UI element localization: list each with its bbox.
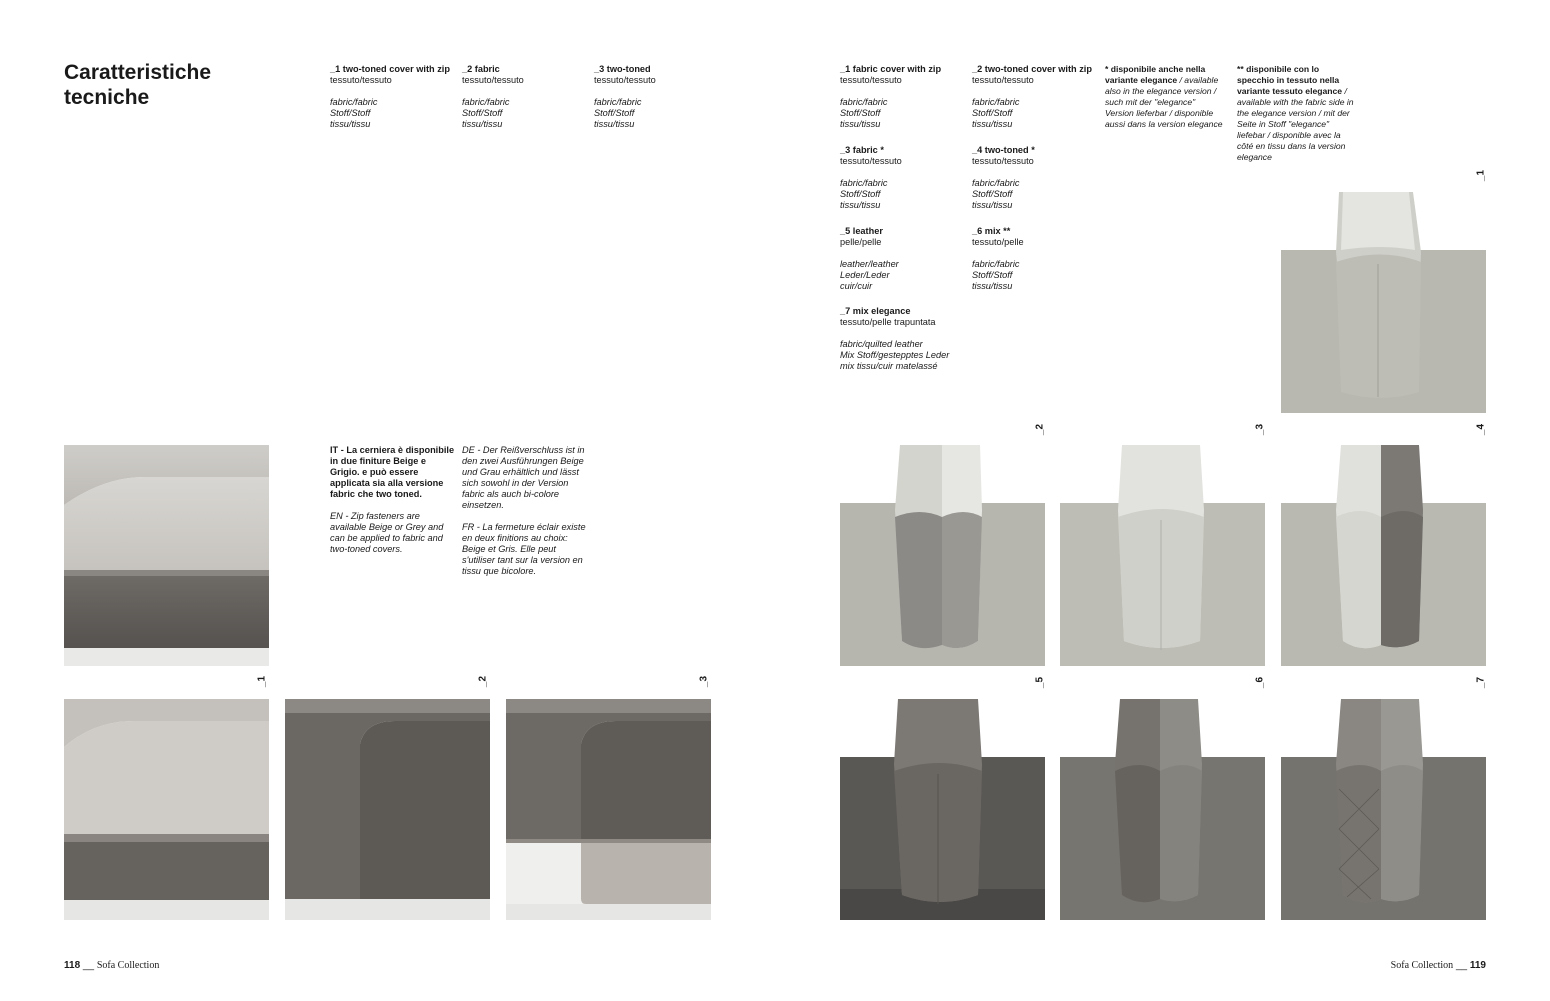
spec-sub: tessuto/tessuto	[972, 75, 1034, 85]
spec-sub: tessuto/tessuto	[594, 75, 656, 85]
spec-left-3	[594, 64, 722, 130]
spec-line: tissu/tissu	[972, 281, 1013, 291]
spec-sub: tessuto/tessuto	[972, 156, 1034, 166]
photo-number: _1	[256, 675, 268, 688]
spec-right-5	[840, 226, 968, 292]
spec-right-2	[972, 64, 1097, 130]
spec-line: tissu/tissu	[840, 119, 881, 129]
spec-line: tissu/tissu	[330, 119, 371, 129]
spec-line: fabric/fabric	[840, 97, 888, 107]
photo-left-2	[285, 699, 490, 920]
spec-heading: _6 mix **	[972, 226, 1011, 236]
footer-separator: __	[82, 960, 95, 971]
spec-line: Stoff/Stoff	[594, 108, 635, 118]
photo-number: _7	[1475, 676, 1487, 689]
note-rest: / available with the fabric side in the elegance version / mit der Seite in Stoff "elegance" liefebar / disponible avec la côté en tissu dans la version elegance	[1237, 86, 1354, 162]
spec-line: Leder/Leder	[840, 270, 890, 280]
spec-heading: _2 fabric	[462, 64, 500, 74]
spec-line: tissu/tissu	[594, 119, 635, 129]
spec-line: tissu/tissu	[840, 200, 881, 210]
spec-sub: tessuto/tessuto	[840, 75, 902, 85]
spec-line: Mix Stoff/gestepptes Leder	[840, 350, 950, 360]
photo-left-1	[64, 699, 269, 920]
spec-line: Stoff/Stoff	[972, 108, 1013, 118]
spec-sub: tessuto/pelle	[972, 237, 1024, 247]
spec-line: fabric/fabric	[972, 259, 1020, 269]
photo-armrest-2	[840, 445, 1045, 666]
photo-armrest-5	[840, 699, 1045, 920]
spec-line: fabric/fabric	[972, 178, 1020, 188]
spec-sub: tessuto/tessuto	[330, 75, 392, 85]
photo-number: _2	[1034, 423, 1046, 436]
spec-right-6	[972, 226, 1100, 292]
footer-right	[1391, 960, 1486, 971]
spec-sub: pelle/pelle	[840, 237, 882, 247]
photo-cushion-detail-large	[64, 445, 269, 666]
spec-line: Stoff/Stoff	[972, 189, 1013, 199]
spec-heading: _4 two-toned *	[972, 145, 1035, 155]
spec-sub: tessuto/pelle trapuntata	[840, 317, 936, 327]
spec-line: tissu/tissu	[462, 119, 503, 129]
photo-number: _4	[1475, 423, 1487, 436]
footer-separator: __	[1455, 960, 1468, 971]
spec-line: fabric/fabric	[330, 97, 378, 107]
spec-sub: tessuto/tessuto	[840, 156, 902, 166]
photo-armrest-7	[1281, 699, 1486, 920]
spec-right-1	[840, 64, 968, 130]
spec-line: fabric/fabric	[462, 97, 510, 107]
spec-line: fabric/quilted leather	[840, 339, 923, 349]
photo-armrest-6	[1060, 699, 1265, 920]
photo-number: _5	[1034, 676, 1046, 689]
spec-sub: tessuto/tessuto	[462, 75, 524, 85]
zip-note-it-en	[330, 445, 455, 566]
spec-line: cuir/cuir	[840, 281, 873, 291]
spec-line: Stoff/Stoff	[840, 108, 881, 118]
spec-line: leather/leather	[840, 259, 899, 269]
zip-note-en: EN - Zip fasteners are available Beige or Grey and can be applied to fabric and two-toned covers.	[330, 511, 444, 554]
page-title: Caratteristiche tecniche	[64, 61, 212, 109]
spec-heading: _3 fabric *	[840, 145, 884, 155]
photo-number: _6	[1254, 676, 1266, 689]
spec-heading: _2 two-toned cover with zip	[972, 64, 1092, 74]
spec-line: fabric/fabric	[972, 97, 1020, 107]
note-elegance	[1105, 64, 1223, 130]
note-bold: * disponibile anche nella variante elegance	[1105, 64, 1206, 85]
spec-line: mix tissu/cuir matelassé	[840, 361, 938, 371]
spec-line: Stoff/Stoff	[840, 189, 881, 199]
spec-line: Stoff/Stoff	[462, 108, 503, 118]
photo-number: _1	[1475, 169, 1487, 182]
photo-left-3	[506, 699, 711, 920]
spec-line: fabric/fabric	[840, 178, 888, 188]
note-rest: / available also in the elegance version / such mit der "elegance" Version lieferbar / disponible aussi dans la version elegance	[1105, 75, 1223, 129]
footer-left	[64, 960, 159, 971]
spec-line: Stoff/Stoff	[330, 108, 371, 118]
footer-title: Sofa Collection	[96, 960, 160, 971]
zip-note-fr: FR - La fermeture éclair existe en deux finitions au choix: Beige et Gris. Elle peut s'utiliser tant sur la version en tissu que bicolore.	[462, 522, 586, 576]
note-bold: ** disponibile con lo specchio in tessuto nella variante tessuto elegance	[1237, 64, 1343, 96]
zip-note-it: IT - La cerniera è disponibile in due finiture Beige e Grigio. e può essere applicata sia alla versione fabric che two toned.	[330, 445, 455, 499]
spec-left-2	[462, 64, 590, 130]
spec-right-3	[840, 145, 968, 211]
spec-heading: _3 two-toned	[594, 64, 651, 74]
spec-left-1	[330, 64, 458, 130]
spec-right-4	[972, 145, 1100, 211]
footer-title: Sofa Collection	[1390, 960, 1454, 971]
photo-number: _3	[1254, 423, 1266, 436]
photo-number: _2	[477, 675, 489, 688]
spec-line: tissu/tissu	[972, 119, 1013, 129]
photo-armrest-3	[1060, 445, 1265, 666]
spec-heading: _7 mix elegance	[840, 306, 911, 316]
spec-line: fabric/fabric	[594, 97, 642, 107]
page-number: 119	[1469, 960, 1486, 971]
spec-line: tissu/tissu	[972, 200, 1013, 210]
spec-heading: _1 two-toned cover with zip	[330, 64, 450, 74]
spec-right-7	[840, 306, 975, 372]
photo-number: _3	[698, 675, 710, 688]
spec-line: Stoff/Stoff	[972, 270, 1013, 280]
note-mirror	[1237, 64, 1355, 163]
photo-armrest-4	[1281, 445, 1486, 666]
zip-note-de: DE - Der Reißverschluss ist in den zwei Ausführungen Beige und Grau erhältlich und lässt sich sowohl in der Version fabric als auch bi-colore einsetzen.	[462, 445, 585, 510]
spec-heading: _5 leather	[840, 226, 883, 236]
photo-armrest-1	[1281, 192, 1486, 413]
page-number: 118	[64, 960, 81, 971]
zip-note-de-fr	[462, 445, 587, 588]
spec-heading: _1 fabric cover with zip	[840, 64, 942, 74]
